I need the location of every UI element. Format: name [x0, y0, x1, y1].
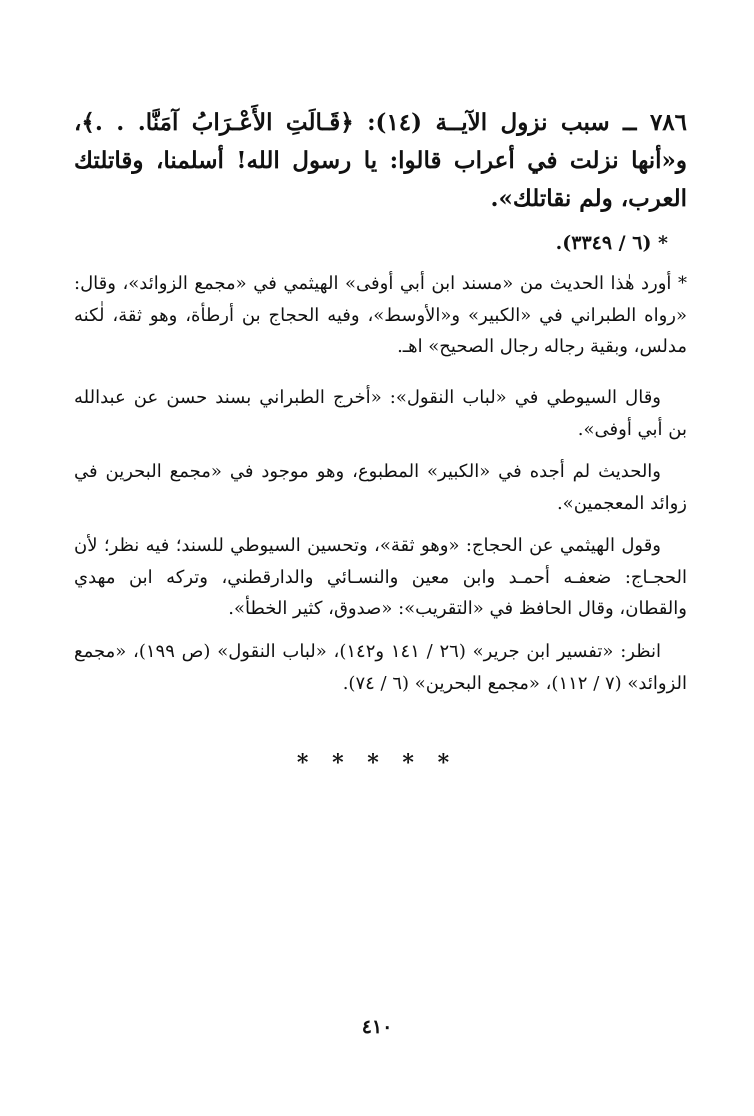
hadith-heading-text: ٧٨٦ ــ سبب نزول الآيــة (١٤): ﴿قَـالَتِ الأَعْـرَابُ آمَنَّا. . .﴾، و«أنها نزلت في أعراب قالوا: يا رسول الله! أسلمنا، وقاتلتك العرب، ولم نقاتلك».	[74, 109, 687, 212]
paragraph-text: والحديث لم أجده في «الكبير» المطبوع، وهو موجود في «مجمع البحرين في زوائد المعجمين».	[74, 461, 687, 514]
hadith-reference: * (٦ / ٣٣٤٩).	[555, 232, 668, 254]
section-separator: * * * * *	[296, 750, 458, 776]
commentary-paragraph-2	[74, 382, 687, 445]
paragraph-text: انظر: «تفسير ابن جرير» (٢٦ / ١٤١ و١٤٢)، «لباب النقول» (ص ١٩٩)، «مجمع الزوائد» (٧ / ١١٢)، «مجمع البحرين» (٦ / ٧٤).	[74, 641, 687, 694]
commentary-paragraph-1	[74, 268, 687, 363]
hadith-heading	[74, 104, 687, 218]
commentary-paragraph-3	[74, 456, 687, 519]
paragraph-text: * أورد هٰذا الحديث من «مسند ابن أبي أوفى» الهيثمي في «مجمع الزوائد»، وقال: «رواه الطبراني في «الكبير» و«الأوسط»، وفيه الحجاج بن أرطأة، وهو ثقة، لٰكنه مدلس، وبقية رجاله رجال الصحيح» اهـ.	[74, 273, 687, 357]
references-paragraph	[74, 636, 687, 699]
paragraph-text: وقال السيوطي في «لباب النقول»: «أخرج الطبراني بسند حسن عن عبدالله بن أبي أوفى».	[74, 387, 687, 440]
page-number: ٤١٠	[361, 1016, 393, 1038]
paragraph-text: وقول الهيثمي عن الحجاج: «وهو ثقة»، وتحسين السيوطي للسند؛ فيه نظر؛ لأن الحجـاج: ضعفـه أحمـد وابن معين والنسـائي والدارقطني، وتركه ابن مهدي والقطان، وقال الحافظ في «التقريب»: «صدوق، كثير الخطأ».	[74, 535, 687, 619]
commentary-paragraph-4	[74, 530, 687, 625]
